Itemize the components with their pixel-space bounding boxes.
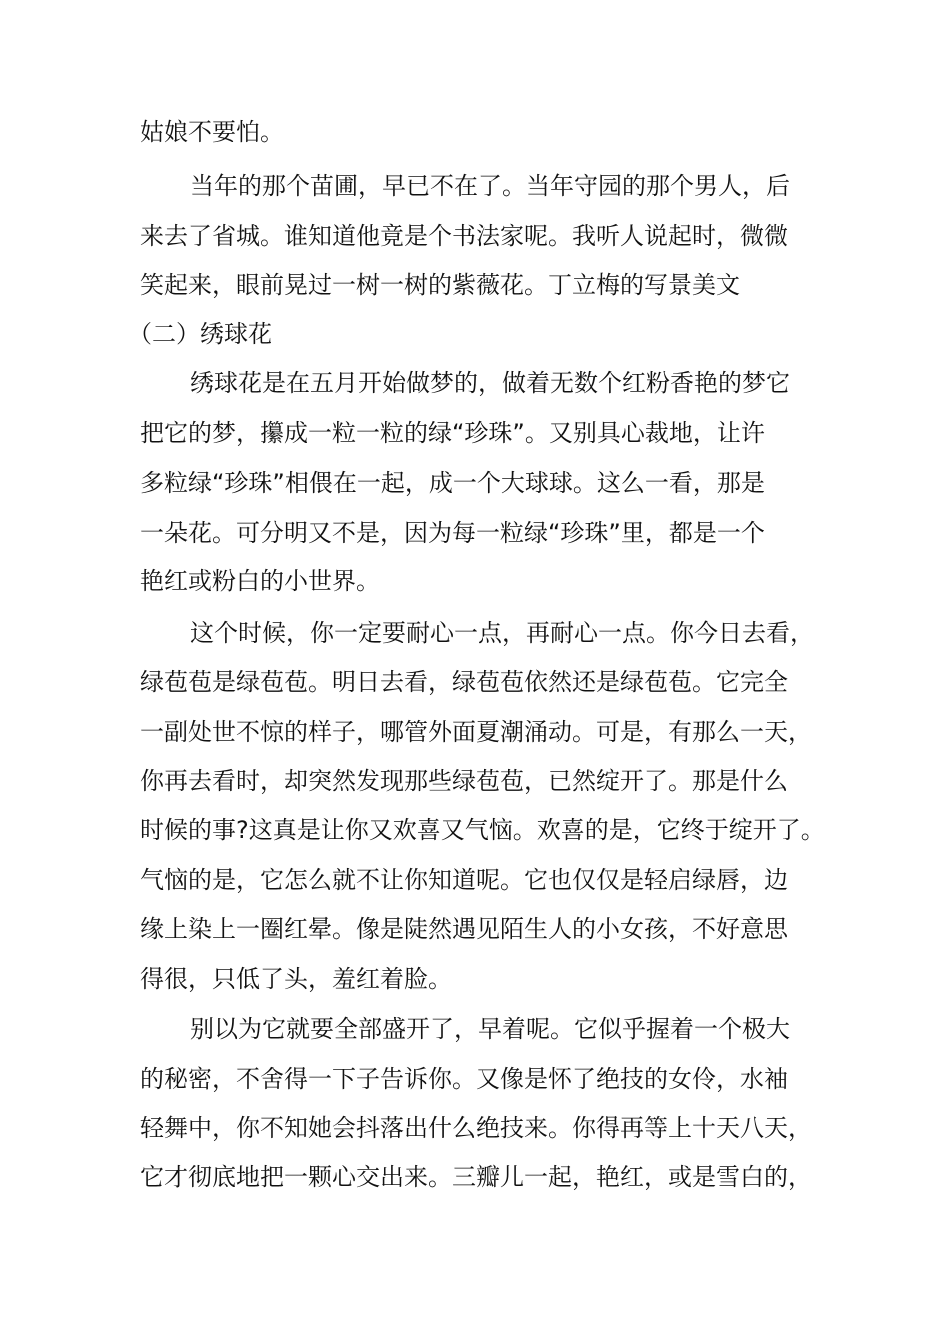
paragraph-line: 别以为它就要全部盛开了，早着呢。它似乎握着一个极大 (190, 1015, 790, 1043)
paragraph-line: 它才彻底地把一颗心交出来。三瓣儿一起，艳红，或是雪白的， (140, 1163, 812, 1191)
paragraph-line: 笑起来，眼前晃过一树一树的紫薇花。丁立梅的写景美文 (140, 271, 740, 299)
paragraph-line: 一朵花。可分明又不是，因为每一粒绿“珍珠”里，都是一个 (140, 519, 765, 547)
paragraph-line: 来去了省城。谁知道他竟是个书法家呢。我听人说起时，微微 (140, 222, 788, 250)
paragraph-line: 时候的事?这真是让你又欢喜又气恼。欢喜的是，它终于绽开了。 (140, 816, 825, 844)
paragraph-line: 一副处世不惊的样子，哪管外面夏潮涌动。可是，有那么一天， (140, 718, 812, 746)
paragraph-line: 把它的梦，攥成一粒一粒的绿“珍珠”。又别具心裁地，让许 (140, 419, 765, 447)
paragraph-line: 气恼的是，它怎么就不让你知道呢。它也仅仅是轻启绿唇，边 (140, 866, 788, 894)
section-heading: （二）绣球花 (128, 320, 272, 348)
paragraph-line: 你再去看时，却突然发现那些绿苞苞，已然绽开了。那是什么 (140, 767, 788, 795)
paragraph-line: 绿苞苞是绿苞苞。明日去看，绿苞苞依然还是绿苞苞。它完全 (140, 668, 788, 696)
paragraph-line: 轻舞中，你不知她会抖落出什么绝技来。你得再等上十天八天， (140, 1114, 812, 1142)
paragraph-line: 缘上染上一圈红晕。像是陡然遇见陌生人的小女孩，不好意思 (140, 915, 788, 943)
paragraph-line: 姑娘不要怕。 (140, 118, 284, 146)
paragraph-line: 艳红或粉白的小世界。 (140, 567, 380, 595)
paragraph-line: 的秘密，不舍得一下子告诉你。又像是怀了绝技的女伶，水袖 (140, 1065, 788, 1093)
paragraph-line: 绣球花是在五月开始做梦的，做着无数个红粉香艳的梦它 (190, 369, 790, 397)
paragraph-line: 当年的那个苗圃，早已不在了。当年守园的那个男人，后 (190, 172, 790, 200)
paragraph-line: 多粒绿“珍珠”相偎在一起，成一个大球球。这么一看，那是 (140, 469, 765, 497)
paragraph-line: 得很，只低了头，羞红着脸。 (140, 965, 452, 993)
paragraph-line: 这个时候，你一定要耐心一点，再耐心一点。你今日去看， (190, 619, 814, 647)
